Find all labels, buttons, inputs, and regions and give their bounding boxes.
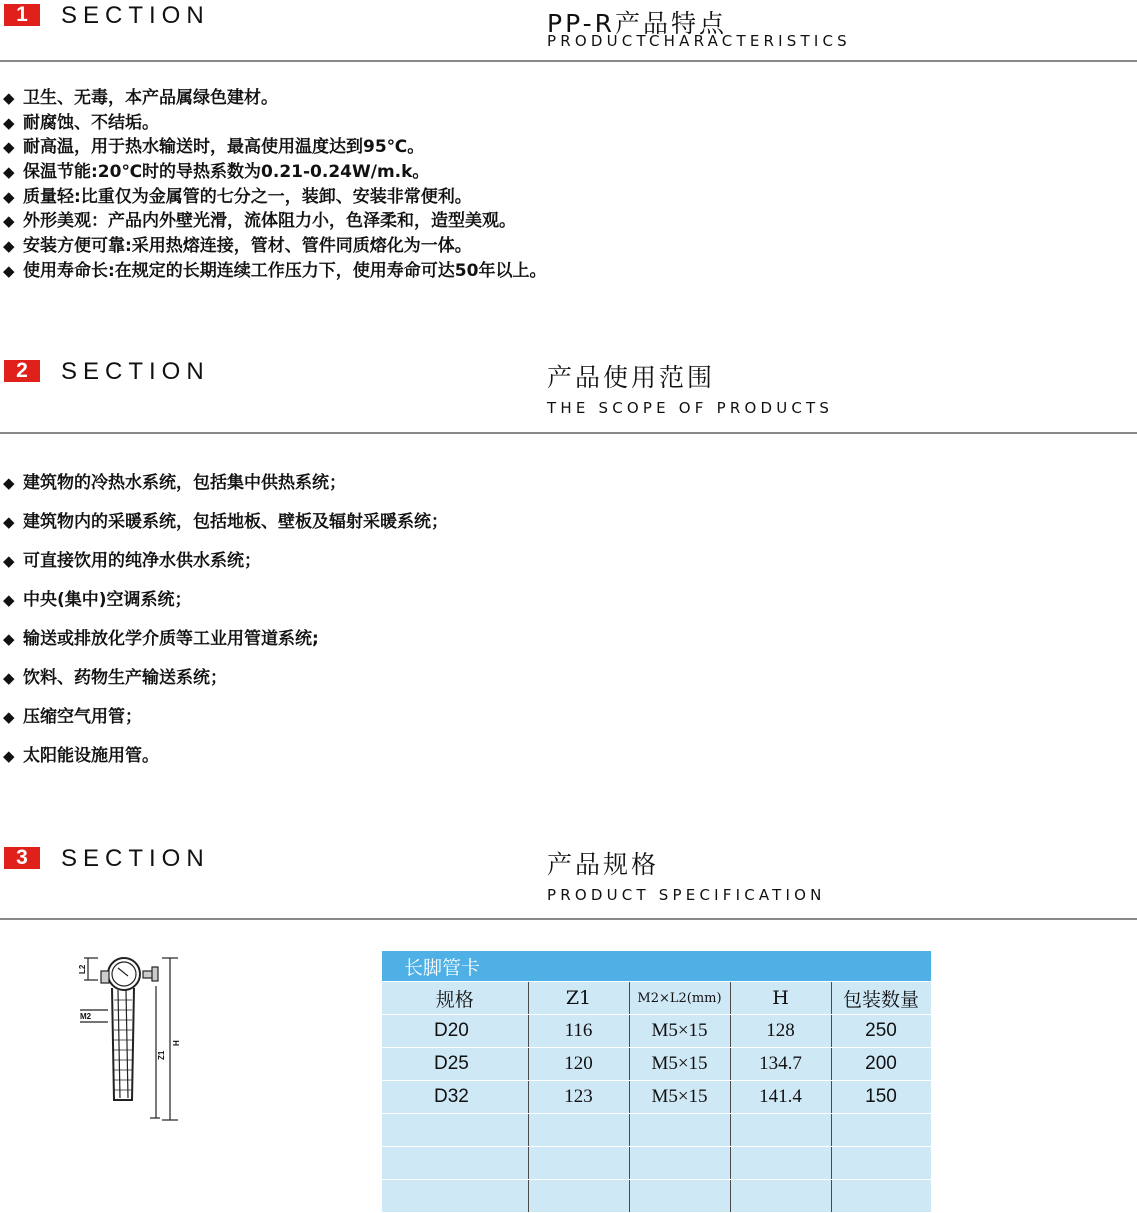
dim-label-z1: Z1 (157, 1050, 166, 1060)
table-cell: 128 (730, 1015, 831, 1048)
table-row (382, 1081, 931, 1114)
table-cell (528, 1114, 629, 1147)
table-cell (629, 1114, 730, 1147)
list-item: ◆ 安装方便可靠:采用热熔连接，管材、管件同质熔化为一体。 (3, 234, 546, 259)
column-header: H (730, 982, 831, 1015)
diamond-bullet-icon: ◆ (3, 513, 15, 531)
section-number-badge: 3 (4, 847, 40, 869)
characteristics-list (3, 86, 546, 284)
diamond-bullet-icon: ◆ (3, 474, 15, 492)
list-item: ◆ 太阳能设施用管。 (3, 737, 448, 776)
table-cell (382, 1147, 528, 1180)
diamond-bullet-icon: ◆ (3, 747, 15, 765)
table-row-empty (382, 1180, 931, 1213)
table-cell (382, 1114, 528, 1147)
list-item: ◆ 耐高温，用于热水输送时，最高使用温度达到95℃。 (3, 135, 546, 160)
diamond-bullet-icon: ◆ (3, 113, 15, 132)
section-title-en: THE SCOPE OF PRODUCTS (547, 399, 834, 417)
diamond-bullet-icon: ◆ (3, 591, 15, 609)
section-title-en: PRODUCT SPECIFICATION (547, 886, 826, 904)
column-header: M2×L2(mm) (629, 982, 730, 1015)
table-cell: 120 (528, 1048, 629, 1081)
table-caption: 长脚管卡 (382, 951, 931, 982)
table-cell (629, 1180, 730, 1213)
table-cell (831, 1180, 931, 1213)
diamond-bullet-icon: ◆ (3, 163, 15, 182)
list-item: ◆ 耐腐蚀、不结垢。 (3, 111, 546, 136)
table-cell: 123 (528, 1081, 629, 1114)
table-header-row (382, 982, 931, 1015)
table-row-empty (382, 1147, 931, 1180)
list-item: ◆ 外形美观：产品内外壁光滑，流体阻力小，色泽柔和，造型美观。 (3, 209, 546, 234)
dim-label-l2: L2 (78, 964, 87, 974)
column-header: Z1 (528, 982, 629, 1015)
list-item: ◆ 中央(集中)空调系统； (3, 581, 448, 620)
list-item: ◆ 保温节能:20℃时的导热系数为0.21-0.24W/m.k。 (3, 160, 546, 185)
section-label: SECTION (61, 358, 210, 385)
list-item: ◆ 建筑物的冷热水系统，包括集中供热系统； (3, 464, 448, 503)
diamond-bullet-icon: ◆ (3, 630, 15, 648)
diamond-bullet-icon: ◆ (3, 89, 15, 107)
section-label: SECTION (61, 845, 210, 872)
table-cell: D20 (382, 1015, 528, 1048)
table-cell (528, 1147, 629, 1180)
section-number-badge: 2 (4, 360, 40, 382)
diamond-bullet-icon: ◆ (3, 552, 15, 570)
table-cell: 116 (528, 1015, 629, 1048)
table-cell: M5×15 (629, 1081, 730, 1114)
list-item: ◆ 卫生、无毒，本产品属绿色建材。 (3, 86, 546, 111)
spec-table (382, 951, 932, 1213)
dim-label-m2: M2 (80, 1012, 92, 1021)
dim-label-h: H (172, 1040, 181, 1046)
table-cell: D25 (382, 1048, 528, 1081)
list-item: ◆ 建筑物内的采暖系统，包括地板、壁板及辐射采暖系统； (3, 503, 448, 542)
section-divider (0, 432, 1137, 434)
table-cell: 250 (831, 1015, 931, 1048)
pipe-clamp-diagram (74, 950, 194, 1125)
section-divider (0, 918, 1137, 920)
section-number-badge: 1 (4, 4, 40, 26)
diamond-bullet-icon: ◆ (3, 669, 15, 687)
column-header: 规格 (382, 982, 528, 1015)
table-cell (730, 1147, 831, 1180)
diamond-bullet-icon: ◆ (3, 261, 15, 280)
section-divider (0, 60, 1137, 62)
diamond-bullet-icon: ◆ (3, 212, 15, 231)
table-cell (528, 1180, 629, 1213)
diamond-bullet-icon: ◆ (3, 138, 15, 157)
table-cell: 200 (831, 1048, 931, 1081)
list-item: ◆ 使用寿命长:在规定的长期连续工作压力下，使用寿命可达50年以上。 (3, 259, 546, 284)
table-cell (831, 1147, 931, 1180)
table-cell: 141.4 (730, 1081, 831, 1114)
list-item: ◆ 质量轻:比重仅为金属管的七分之一，装卸、安装非常便利。 (3, 185, 546, 210)
list-item: ◆ 饮料、药物生产输送系统； (3, 659, 448, 698)
list-item: ◆ 压缩空气用管； (3, 698, 448, 737)
table-caption-row (382, 951, 931, 982)
table-row (382, 1015, 931, 1048)
section-label: SECTION (61, 2, 210, 29)
table-cell (382, 1180, 528, 1213)
section-title-cn: 产品规格 (547, 850, 660, 879)
table-cell (730, 1114, 831, 1147)
section-title-cn: 产品使用范围 (547, 363, 716, 392)
table-cell (629, 1147, 730, 1180)
table-cell: 150 (831, 1081, 931, 1114)
table-cell (730, 1180, 831, 1213)
table-cell: M5×15 (629, 1048, 730, 1081)
table-cell: D32 (382, 1081, 528, 1114)
table-cell (831, 1114, 931, 1147)
table-cell: 134.7 (730, 1048, 831, 1081)
column-header: 包装数量 (831, 982, 931, 1015)
diamond-bullet-icon: ◆ (3, 237, 15, 256)
list-item: ◆ 可直接饮用的纯净水供水系统； (3, 542, 448, 581)
scope-list (3, 464, 448, 776)
section-title-cn: PP-R产品特点 (547, 9, 727, 38)
list-item: ◆ 输送或排放化学介质等工业用管道系统; (3, 620, 448, 659)
section-title-en: PRODUCTCHARACTERISTICS (547, 32, 851, 50)
diamond-bullet-icon: ◆ (3, 187, 15, 206)
table-row (382, 1048, 931, 1081)
table-cell: M5×15 (629, 1015, 730, 1048)
table-row-empty (382, 1114, 931, 1147)
diamond-bullet-icon: ◆ (3, 708, 15, 726)
